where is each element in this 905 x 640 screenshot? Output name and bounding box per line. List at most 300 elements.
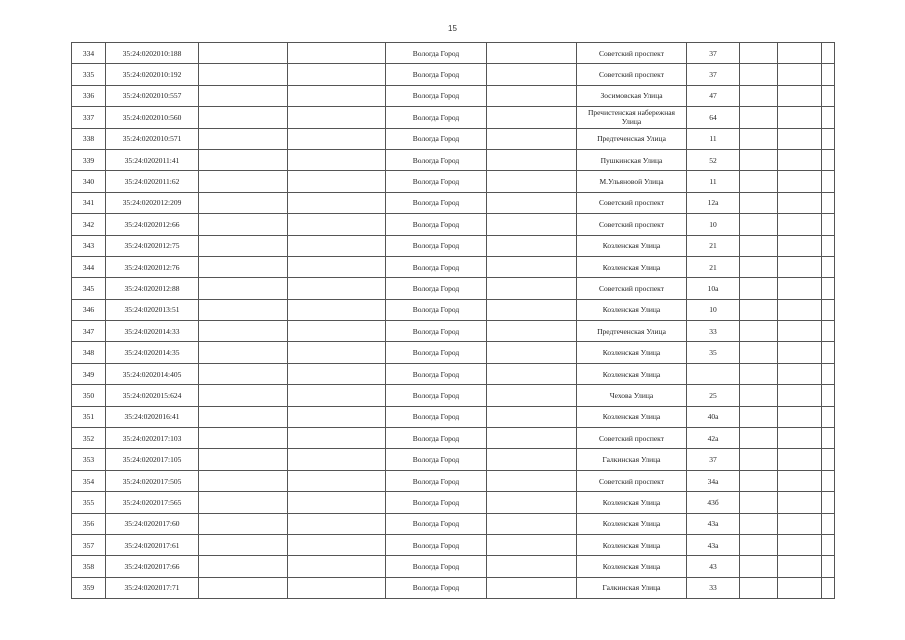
city-cell: Вологда Город — [386, 85, 487, 106]
empty-cell — [288, 149, 386, 170]
empty-cell — [199, 342, 288, 363]
street-cell: Советский проспект — [577, 278, 687, 299]
empty-cell — [288, 577, 386, 598]
empty-cell — [740, 192, 778, 213]
empty-cell — [778, 299, 822, 320]
empty-cell — [199, 363, 288, 384]
empty-cell — [822, 64, 835, 85]
empty-cell — [778, 171, 822, 192]
table-row — [72, 192, 835, 213]
empty-cell — [487, 428, 577, 449]
empty-cell — [822, 214, 835, 235]
row-number-cell: 340 — [72, 171, 106, 192]
cadastral-number-cell: 35:24:0202011:41 — [106, 149, 199, 170]
empty-cell — [778, 256, 822, 277]
empty-cell — [778, 534, 822, 555]
table-row — [72, 342, 835, 363]
city-cell: Вологда Город — [386, 492, 487, 513]
empty-cell — [740, 342, 778, 363]
table-row — [72, 128, 835, 149]
empty-cell — [487, 107, 577, 128]
empty-cell — [778, 577, 822, 598]
row-number-cell: 354 — [72, 470, 106, 491]
empty-cell — [288, 449, 386, 470]
house-number-cell: 43а — [687, 534, 740, 555]
empty-cell — [288, 556, 386, 577]
row-number-cell: 357 — [72, 534, 106, 555]
empty-cell — [199, 192, 288, 213]
empty-cell — [487, 342, 577, 363]
table-row — [72, 149, 835, 170]
table-row — [72, 64, 835, 85]
empty-cell — [778, 128, 822, 149]
row-number-cell: 342 — [72, 214, 106, 235]
empty-cell — [822, 85, 835, 106]
row-number-cell: 352 — [72, 428, 106, 449]
empty-cell — [288, 107, 386, 128]
empty-cell — [778, 363, 822, 384]
city-cell: Вологда Город — [386, 470, 487, 491]
empty-cell — [288, 43, 386, 64]
street-cell: Галкинская Улица — [577, 449, 687, 470]
house-number-cell: 21 — [687, 256, 740, 277]
empty-cell — [487, 534, 577, 555]
table-row — [72, 171, 835, 192]
empty-cell — [822, 192, 835, 213]
house-number-cell: 21 — [687, 235, 740, 256]
house-number-cell: 10 — [687, 214, 740, 235]
table-row — [72, 214, 835, 235]
empty-cell — [740, 256, 778, 277]
empty-cell — [199, 64, 288, 85]
street-cell: Козленская Улица — [577, 534, 687, 555]
house-number-cell: 42а — [687, 428, 740, 449]
cadastral-number-cell: 35:24:0202010:188 — [106, 43, 199, 64]
empty-cell — [199, 470, 288, 491]
row-number-cell: 359 — [72, 577, 106, 598]
table-row — [72, 256, 835, 277]
cadastral-number-cell: 35:24:0202017:103 — [106, 428, 199, 449]
empty-cell — [487, 385, 577, 406]
city-cell: Вологда Город — [386, 534, 487, 555]
empty-cell — [740, 534, 778, 555]
empty-cell — [822, 385, 835, 406]
table-row — [72, 107, 835, 128]
house-number-cell: 34а — [687, 470, 740, 491]
empty-cell — [199, 299, 288, 320]
city-cell: Вологда Город — [386, 299, 487, 320]
cadastral-number-cell: 35:24:0202016:41 — [106, 406, 199, 427]
empty-cell — [822, 235, 835, 256]
empty-cell — [822, 43, 835, 64]
cadastral-number-cell: 35:24:0202017:565 — [106, 492, 199, 513]
city-cell: Вологда Город — [386, 278, 487, 299]
city-cell: Вологда Город — [386, 342, 487, 363]
empty-cell — [288, 235, 386, 256]
row-number-cell: 338 — [72, 128, 106, 149]
city-cell: Вологда Город — [386, 214, 487, 235]
empty-cell — [487, 513, 577, 534]
table-row — [72, 43, 835, 64]
empty-cell — [822, 149, 835, 170]
empty-cell — [778, 192, 822, 213]
city-cell: Вологда Город — [386, 556, 487, 577]
empty-cell — [740, 64, 778, 85]
row-number-cell: 336 — [72, 85, 106, 106]
empty-cell — [487, 492, 577, 513]
empty-cell — [288, 214, 386, 235]
empty-cell — [778, 513, 822, 534]
empty-cell — [740, 299, 778, 320]
cadastral-number-cell: 35:24:0202010:560 — [106, 107, 199, 128]
empty-cell — [199, 492, 288, 513]
row-number-cell: 353 — [72, 449, 106, 470]
empty-cell — [822, 342, 835, 363]
row-number-cell: 345 — [72, 278, 106, 299]
city-cell: Вологда Город — [386, 235, 487, 256]
city-cell: Вологда Город — [386, 192, 487, 213]
table-row — [72, 534, 835, 555]
cadastral-number-cell: 35:24:0202014:405 — [106, 363, 199, 384]
cadastral-number-cell: 35:24:0202014:35 — [106, 342, 199, 363]
empty-cell — [487, 406, 577, 427]
street-cell: Козленская Улица — [577, 513, 687, 534]
empty-cell — [822, 556, 835, 577]
empty-cell — [778, 85, 822, 106]
city-cell: Вологда Город — [386, 513, 487, 534]
empty-cell — [487, 577, 577, 598]
empty-cell — [288, 342, 386, 363]
street-cell: Козленская Улица — [577, 406, 687, 427]
empty-cell — [740, 428, 778, 449]
house-number-cell: 37 — [687, 64, 740, 85]
empty-cell — [199, 513, 288, 534]
empty-cell — [778, 235, 822, 256]
empty-cell — [199, 534, 288, 555]
empty-cell — [487, 449, 577, 470]
empty-cell — [778, 321, 822, 342]
empty-cell — [822, 363, 835, 384]
empty-cell — [778, 492, 822, 513]
city-cell: Вологда Город — [386, 107, 487, 128]
table-row — [72, 556, 835, 577]
empty-cell — [487, 43, 577, 64]
house-number-cell: 43б — [687, 492, 740, 513]
empty-cell — [778, 107, 822, 128]
empty-cell — [822, 171, 835, 192]
empty-cell — [822, 577, 835, 598]
empty-cell — [740, 214, 778, 235]
empty-cell — [487, 192, 577, 213]
house-number-cell: 43а — [687, 513, 740, 534]
empty-cell — [740, 470, 778, 491]
cadastral-number-cell: 35:24:0202012:75 — [106, 235, 199, 256]
row-number-cell: 350 — [72, 385, 106, 406]
empty-cell — [822, 107, 835, 128]
empty-cell — [487, 235, 577, 256]
table-row — [72, 492, 835, 513]
city-cell: Вологда Город — [386, 256, 487, 277]
street-cell: Советский проспект — [577, 428, 687, 449]
empty-cell — [288, 470, 386, 491]
table-row — [72, 385, 835, 406]
empty-cell — [487, 256, 577, 277]
empty-cell — [778, 406, 822, 427]
empty-cell — [740, 235, 778, 256]
empty-cell — [288, 363, 386, 384]
street-cell: Козленская Улица — [577, 492, 687, 513]
empty-cell — [778, 556, 822, 577]
cadastral-number-cell: 35:24:0202017:60 — [106, 513, 199, 534]
empty-cell — [778, 278, 822, 299]
empty-cell — [822, 449, 835, 470]
cadastral-number-cell: 35:24:0202013:51 — [106, 299, 199, 320]
empty-cell — [199, 428, 288, 449]
empty-cell — [199, 577, 288, 598]
page-number: 15 — [448, 24, 457, 33]
row-number-cell: 348 — [72, 342, 106, 363]
table-row — [72, 577, 835, 598]
house-number-cell: 64 — [687, 107, 740, 128]
empty-cell — [487, 556, 577, 577]
house-number-cell: 37 — [687, 43, 740, 64]
empty-cell — [778, 428, 822, 449]
street-cell: Советский проспект — [577, 192, 687, 213]
empty-cell — [822, 278, 835, 299]
empty-cell — [199, 149, 288, 170]
empty-cell — [822, 299, 835, 320]
empty-cell — [487, 299, 577, 320]
row-number-cell: 344 — [72, 256, 106, 277]
empty-cell — [199, 278, 288, 299]
empty-cell — [288, 534, 386, 555]
house-number-cell: 47 — [687, 85, 740, 106]
city-cell: Вологда Город — [386, 363, 487, 384]
empty-cell — [288, 171, 386, 192]
empty-cell — [487, 363, 577, 384]
empty-cell — [778, 214, 822, 235]
street-cell: Предтеченская Улица — [577, 321, 687, 342]
empty-cell — [740, 149, 778, 170]
empty-cell — [199, 385, 288, 406]
empty-cell — [740, 513, 778, 534]
row-number-cell: 341 — [72, 192, 106, 213]
row-number-cell: 334 — [72, 43, 106, 64]
city-cell: Вологда Город — [386, 43, 487, 64]
empty-cell — [288, 299, 386, 320]
table-row — [72, 299, 835, 320]
empty-cell — [199, 128, 288, 149]
street-cell: Галкинская Улица — [577, 577, 687, 598]
house-number-cell: 33 — [687, 321, 740, 342]
house-number-cell: 11 — [687, 171, 740, 192]
street-cell: Предтеченская Улица — [577, 128, 687, 149]
empty-cell — [487, 470, 577, 491]
cadastral-number-cell: 35:24:0202012:209 — [106, 192, 199, 213]
empty-cell — [822, 406, 835, 427]
street-cell: Козленская Улица — [577, 363, 687, 384]
row-number-cell: 337 — [72, 107, 106, 128]
cadastral-number-cell: 35:24:0202010:557 — [106, 85, 199, 106]
cadastral-number-cell: 35:24:0202011:62 — [106, 171, 199, 192]
house-number-cell: 37 — [687, 449, 740, 470]
empty-cell — [740, 85, 778, 106]
empty-cell — [199, 43, 288, 64]
cadastral-number-cell: 35:24:0202010:192 — [106, 64, 199, 85]
empty-cell — [288, 492, 386, 513]
cadastral-number-cell: 35:24:0202017:505 — [106, 470, 199, 491]
street-cell: Советский проспект — [577, 43, 687, 64]
empty-cell — [740, 577, 778, 598]
table-row — [72, 321, 835, 342]
house-number-cell: 12а — [687, 192, 740, 213]
city-cell: Вологда Город — [386, 449, 487, 470]
empty-cell — [740, 385, 778, 406]
empty-cell — [740, 556, 778, 577]
house-number-cell: 10а — [687, 278, 740, 299]
street-cell: Советский проспект — [577, 214, 687, 235]
city-cell: Вологда Город — [386, 128, 487, 149]
house-number-cell: 52 — [687, 149, 740, 170]
table-row — [72, 470, 835, 491]
house-number-cell: 43 — [687, 556, 740, 577]
empty-cell — [199, 556, 288, 577]
street-cell: Козленская Улица — [577, 342, 687, 363]
cadastral-number-cell: 35:24:0202012:76 — [106, 256, 199, 277]
empty-cell — [487, 171, 577, 192]
empty-cell — [487, 321, 577, 342]
empty-cell — [822, 256, 835, 277]
empty-cell — [822, 470, 835, 491]
table-row — [72, 363, 835, 384]
house-number-cell: 10 — [687, 299, 740, 320]
row-number-cell: 347 — [72, 321, 106, 342]
cadastral-number-cell: 35:24:0202010:571 — [106, 128, 199, 149]
empty-cell — [778, 342, 822, 363]
empty-cell — [288, 85, 386, 106]
city-cell: Вологда Город — [386, 406, 487, 427]
empty-cell — [288, 278, 386, 299]
cadastral-number-cell: 35:24:0202012:66 — [106, 214, 199, 235]
empty-cell — [740, 107, 778, 128]
cadastral-number-cell: 35:24:0202015:624 — [106, 385, 199, 406]
empty-cell — [288, 406, 386, 427]
cadastral-number-cell: 35:24:0202017:66 — [106, 556, 199, 577]
street-cell: Пречистенская набережная Улица — [577, 107, 687, 128]
city-cell: Вологда Город — [386, 171, 487, 192]
row-number-cell: 349 — [72, 363, 106, 384]
city-cell: Вологда Город — [386, 149, 487, 170]
empty-cell — [822, 534, 835, 555]
cadastral-number-cell: 35:24:0202012:88 — [106, 278, 199, 299]
empty-cell — [199, 449, 288, 470]
city-cell: Вологда Город — [386, 577, 487, 598]
row-number-cell: 335 — [72, 64, 106, 85]
empty-cell — [199, 85, 288, 106]
empty-cell — [199, 107, 288, 128]
house-number-cell: 11 — [687, 128, 740, 149]
row-number-cell: 339 — [72, 149, 106, 170]
empty-cell — [199, 256, 288, 277]
cadastral-number-cell: 35:24:0202017:71 — [106, 577, 199, 598]
street-cell: Козленская Улица — [577, 256, 687, 277]
street-cell: Зосимовская Улица — [577, 85, 687, 106]
empty-cell — [487, 64, 577, 85]
empty-cell — [199, 321, 288, 342]
empty-cell — [487, 278, 577, 299]
row-number-cell: 358 — [72, 556, 106, 577]
empty-cell — [822, 513, 835, 534]
empty-cell — [288, 128, 386, 149]
empty-cell — [288, 428, 386, 449]
empty-cell — [778, 149, 822, 170]
cadastral-number-cell: 35:24:0202014:33 — [106, 321, 199, 342]
empty-cell — [778, 385, 822, 406]
empty-cell — [288, 256, 386, 277]
row-number-cell: 355 — [72, 492, 106, 513]
empty-cell — [778, 43, 822, 64]
empty-cell — [487, 128, 577, 149]
empty-cell — [199, 235, 288, 256]
city-cell: Вологда Город — [386, 385, 487, 406]
empty-cell — [487, 214, 577, 235]
registry-table — [71, 42, 835, 599]
empty-cell — [822, 321, 835, 342]
table-row — [72, 513, 835, 534]
cadastral-number-cell: 35:24:0202017:105 — [106, 449, 199, 470]
row-number-cell: 356 — [72, 513, 106, 534]
table-row — [72, 406, 835, 427]
street-cell: Советский проспект — [577, 64, 687, 85]
empty-cell — [199, 406, 288, 427]
house-number-cell — [687, 363, 740, 384]
city-cell: Вологда Город — [386, 321, 487, 342]
empty-cell — [740, 406, 778, 427]
empty-cell — [288, 385, 386, 406]
street-cell: Советский проспект — [577, 470, 687, 491]
empty-cell — [740, 278, 778, 299]
empty-cell — [288, 321, 386, 342]
empty-cell — [487, 149, 577, 170]
empty-cell — [740, 43, 778, 64]
cadastral-number-cell: 35:24:0202017:61 — [106, 534, 199, 555]
empty-cell — [822, 492, 835, 513]
row-number-cell: 346 — [72, 299, 106, 320]
empty-cell — [778, 470, 822, 491]
street-cell: Чехова Улица — [577, 385, 687, 406]
table-row — [72, 428, 835, 449]
row-number-cell: 351 — [72, 406, 106, 427]
street-cell: Пушкинская Улица — [577, 149, 687, 170]
table-row — [72, 449, 835, 470]
empty-cell — [740, 171, 778, 192]
empty-cell — [740, 363, 778, 384]
empty-cell — [288, 192, 386, 213]
empty-cell — [822, 428, 835, 449]
city-cell: Вологда Город — [386, 64, 487, 85]
empty-cell — [778, 64, 822, 85]
table-row — [72, 85, 835, 106]
empty-cell — [740, 128, 778, 149]
empty-cell — [740, 492, 778, 513]
table-row — [72, 278, 835, 299]
house-number-cell: 40а — [687, 406, 740, 427]
city-cell: Вологда Город — [386, 428, 487, 449]
street-cell: Козленская Улица — [577, 299, 687, 320]
empty-cell — [199, 171, 288, 192]
house-number-cell: 33 — [687, 577, 740, 598]
street-cell: М.Ульяновой Улица — [577, 171, 687, 192]
